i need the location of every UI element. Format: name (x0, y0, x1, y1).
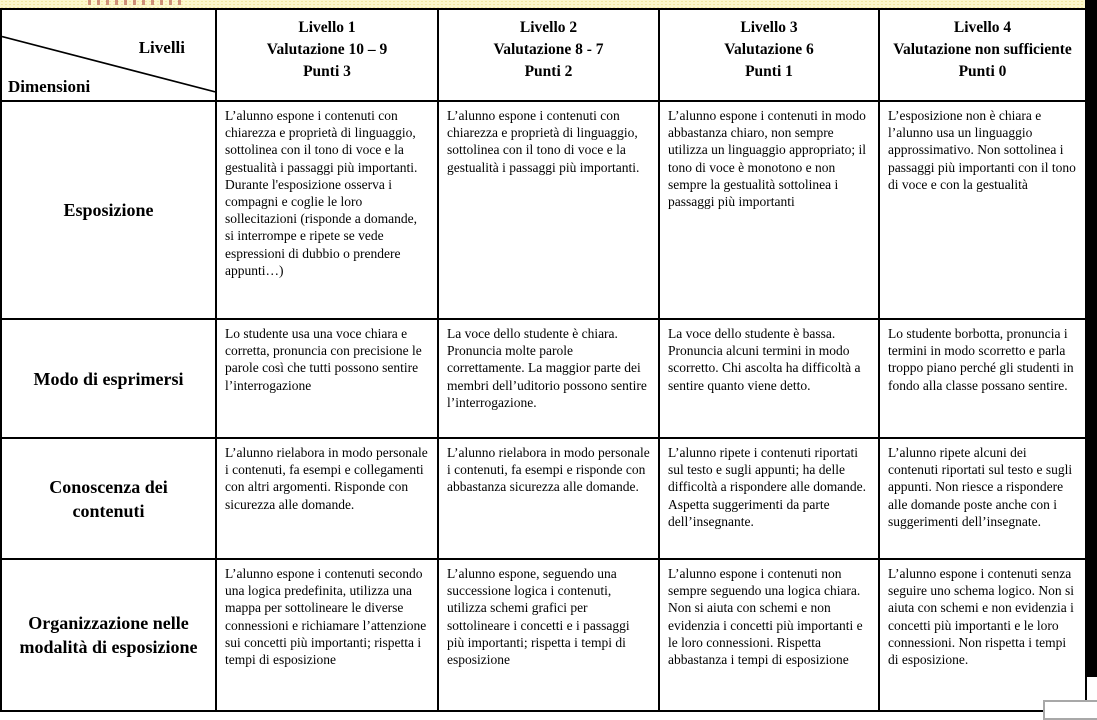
level-3-valutazione: Valutazione 6 (724, 41, 814, 58)
rubric-cell-conoscenza-l2: L’alunno rielabora in modo personale i contenuti, fa esempi e risponde con abbastanza sicurezza alle domande. (438, 438, 659, 559)
row-conoscenza (1, 438, 1086, 559)
corner-label-livelli: Livelli (138, 38, 185, 57)
level-4-punti: Punti 0 (958, 63, 1007, 80)
dimension-label-esposizione: Esposizione (1, 101, 216, 319)
level-1-title: Livello 1 (298, 19, 356, 36)
rubric-cell-esposizione-l4: L’esposizione non è chiara e l’alunno usa un linguaggio approssimativo. Non sottolinea i passaggi più importanti con il tono di voce e con la gestualità (879, 101, 1086, 319)
level-header-3 (659, 9, 879, 101)
level-header-1 (216, 9, 438, 101)
level-3-punti: Punti 1 (745, 63, 793, 80)
row-esposizione (1, 101, 1086, 319)
table-bottom-edge (0, 710, 1086, 712)
level-header-4 (879, 9, 1086, 101)
rubric-cell-esposizione-l1: L’alunno espone i contenuti con chiarezza e proprietà di linguaggio, sottolinea con il tono di voce e la gestualità i passaggi più importanti. Durante l'esposizione osserva i compagni e coglie le loro sollecitazioni (risponde a domande, si interrompe e ripete se vede espressioni di dubbio o prendere appunti…) (216, 101, 438, 319)
dimension-label-conoscenza: Conoscenza dei contenuti (1, 438, 216, 559)
level-2-title: Livello 2 (519, 19, 578, 36)
level-header-2 (438, 9, 659, 101)
rubric-cell-modo-l3: La voce dello studente è bassa. Pronuncia alcuni termini in modo scorretto. Chi ascolta ha difficoltà a sentire quanto viene detto. (659, 319, 879, 438)
corner-cell (1, 9, 216, 101)
rubric-cell-modo-l4: Lo studente borbotta, pronuncia i termini in modo scorretto e parla troppo piano perché gli studenti in fondo alla classe possano sentire. (879, 319, 1086, 438)
rubric-cell-modo-l1: Lo studente usa una voce chiara e corretta, pronuncia con precisione le parole così che tutti possono sentire l’interrogazione (216, 319, 438, 438)
rubric-cell-conoscenza-l1: L’alunno rielabora in modo personale i contenuti, fa esempi e collegamenti con altri argomenti. Risponde con sicurezza alle domande. (216, 438, 438, 559)
page-edge-strip (1085, 0, 1097, 677)
rubric-cell-organizzazione-l3: L’alunno espone i contenuti non sempre seguendo una logica chiara. Non si aiuta con schemi e non evidenzia i concetti più importanti e le loro connessioni. Rispetta abbastanza i tempi di esposizione (659, 559, 879, 711)
rubric-cell-conoscenza-l3: L’alunno ripete i contenuti riportati sul testo e sugli appunti; ha delle difficoltà a rispondere alle domande. Aspetta suggerimenti da parte dell’insegnante. (659, 438, 879, 559)
level-1-punti: Punti 3 (303, 63, 351, 80)
rubric-table (0, 8, 1087, 712)
rubric-cell-organizzazione-l2: L’alunno espone, seguendo una successione logica i contenuti, utilizza schemi grafici per sottolineare i concetti e i passaggi più importanti; rispetta i tempi di esposizione (438, 559, 659, 711)
level-1-valutazione: Valutazione 10 – 9 (266, 41, 388, 58)
rubric-cell-conoscenza-l4: L’alunno ripete alcuni dei contenuti riportati sul testo e sugli appunti. Non riesce a rispondere alle domande poste anche con i suggerimenti dell’insegnate. (879, 438, 1086, 559)
page-top-band (0, 0, 1097, 8)
rubric-cell-organizzazione-l1: L’alunno espone i contenuti secondo una logica predefinita, utilizza una mappa per sottolineare le diverse connessioni e richiamare l’attenzione sui concetti più importanti; rispetta i tempi di esposizione (216, 559, 438, 711)
rubric-cell-esposizione-l2: L’alunno espone i contenuti con chiarezza e proprietà di linguaggio, sottolinea con il tono di voce e la gestualità i passaggi più importanti. (438, 101, 659, 319)
clipped-red-text-marks (88, 0, 184, 5)
rubric-cell-modo-l2: La voce dello studente è chiara. Pronuncia molte parole correttamente. La maggior parte dei membri dell’uditorio possono sentire l’interrogazione. (438, 319, 659, 438)
level-2-valutazione: Valutazione 8 - 7 (493, 41, 604, 58)
scrollbar-corner-box[interactable] (1043, 700, 1097, 720)
level-3-title: Livello 3 (740, 19, 798, 36)
dimension-label-modo-di-esprimersi: Modo di esprimersi (1, 319, 216, 438)
dimension-label-organizzazione: Organizzazione nelle modalità di esposizione (1, 559, 216, 711)
rubric-cell-organizzazione-l4: L’alunno espone i contenuti senza seguire uno schema logico. Non si aiuta con schemi e non evidenzia i concetti più importanti e le loro connessioni. Non rispetta i tempi di esposizione. (879, 559, 1086, 711)
corner-label-dimensioni: Dimensioni (8, 77, 91, 96)
header-row (1, 9, 1086, 101)
level-4-title: Livello 4 (953, 19, 1012, 36)
level-2-punti: Punti 2 (524, 63, 573, 80)
rubric-cell-esposizione-l3: L’alunno espone i contenuti in modo abbastanza chiaro, non sempre utilizza un linguaggio appropriato; il tono di voce è monotono e non sempre la gestualità sottolinea i passaggi più importanti (659, 101, 879, 319)
level-4-valutazione: Valutazione non sufficiente (893, 41, 1072, 58)
row-modo-di-esprimersi (1, 319, 1086, 438)
row-organizzazione (1, 559, 1086, 711)
